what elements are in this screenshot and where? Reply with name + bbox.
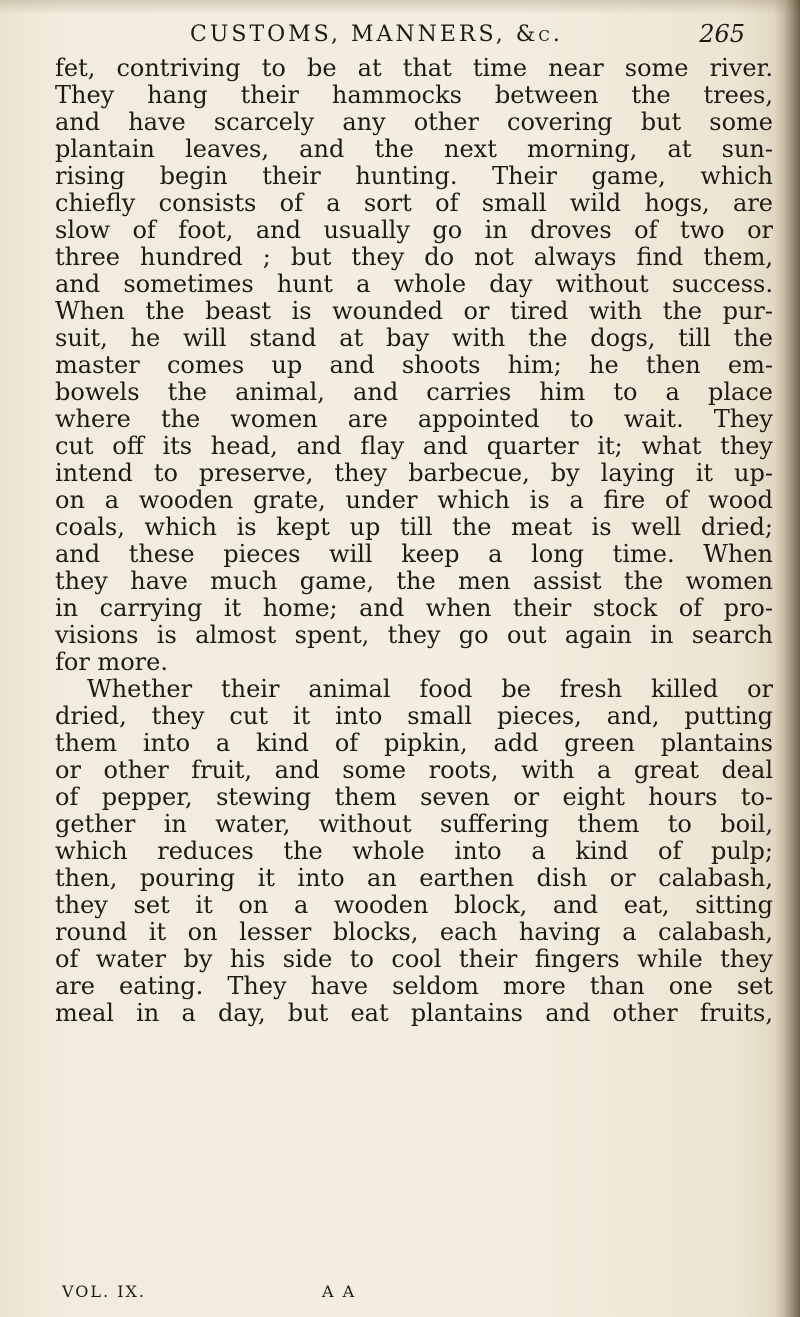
- page-top-shadow: [0, 0, 800, 14]
- text-line: they set it on a wooden block, and eat, sitting: [55, 891, 773, 919]
- text-line: When the beast is wounded or tired with the pur-: [55, 297, 773, 325]
- text-line: intend to preserve, they barbecue, by laying it up-: [55, 459, 773, 487]
- text-line: plantain leaves, and the next morning, at sun-: [55, 135, 773, 163]
- volume-mark: VOL. IX.: [62, 1282, 146, 1301]
- page-binding-shadow: [774, 0, 800, 1317]
- text-line: They hang their hammocks between the trees,: [55, 81, 773, 109]
- signature-mark: A A: [322, 1282, 357, 1301]
- text-line: where the women are appointed to wait. They: [55, 405, 773, 433]
- text-line: coals, which is kept up till the meat is well dried;: [55, 513, 773, 541]
- running-title: CUSTOMS, MANNERS, &c.: [190, 22, 563, 47]
- text-line: meal in a day, but eat plantains and other fruits,: [55, 999, 773, 1027]
- text-line: which reduces the whole into a kind of pulp;: [55, 837, 773, 865]
- text-line: in carrying it home; and when their stock of pro-: [55, 594, 773, 622]
- text-line: chiefly consists of a sort of small wild hogs, are: [55, 189, 773, 217]
- text-line: rising begin their hunting. Their game, which: [55, 162, 773, 190]
- signature-line: [62, 1282, 662, 1306]
- text-line: on a wooden grate, under which is a fire of wood: [55, 486, 773, 514]
- text-line: cut off its head, and flay and quarter it; what they: [55, 432, 773, 460]
- text-line: gether in water, without suffering them to boil,: [55, 810, 773, 838]
- running-head: [190, 20, 745, 52]
- text-line: dried, they cut it into small pieces, and, putting: [55, 702, 773, 730]
- text-line: suit, he will stand at bay with the dogs, till the: [55, 324, 773, 352]
- text-line: then, pouring it into an earthen dish or calabash,: [55, 864, 773, 892]
- text-line: them into a kind of pipkin, add green plantains: [55, 729, 773, 757]
- text-line: fet, contriving to be at that time near some river.: [55, 54, 773, 82]
- text-line: slow of foot, and usually go in droves of two or: [55, 216, 773, 244]
- text-line: and these pieces will keep a long time. When: [55, 540, 773, 568]
- text-line: master comes up and shoots him; he then em-: [55, 351, 773, 379]
- paragraph-start-line: Whether their animal food be fresh killed or: [87, 675, 773, 703]
- text-line: bowels the animal, and carries him to a place: [55, 378, 773, 406]
- text-line: of water by his side to cool their fingers while they: [55, 945, 773, 973]
- text-line: and sometimes hunt a whole day without success.: [55, 270, 773, 298]
- text-line: of pepper, stewing them seven or eight hours to-: [55, 783, 773, 811]
- text-line: three hundred ; but they do not always find them,: [55, 243, 773, 271]
- page-number: 265: [699, 20, 745, 48]
- body-text: [55, 55, 773, 1027]
- text-line: they have much game, the men assist the women: [55, 567, 773, 595]
- text-line: visions is almost spent, they go out again in search: [55, 621, 773, 649]
- paragraph-end-line: for more.: [55, 648, 168, 676]
- text-line: are eating. They have seldom more than one set: [55, 972, 773, 1000]
- text-line: round it on lesser blocks, each having a calabash,: [55, 918, 773, 946]
- text-line: and have scarcely any other covering but some: [55, 108, 773, 136]
- text-line: or other fruit, and some roots, with a great deal: [55, 756, 773, 784]
